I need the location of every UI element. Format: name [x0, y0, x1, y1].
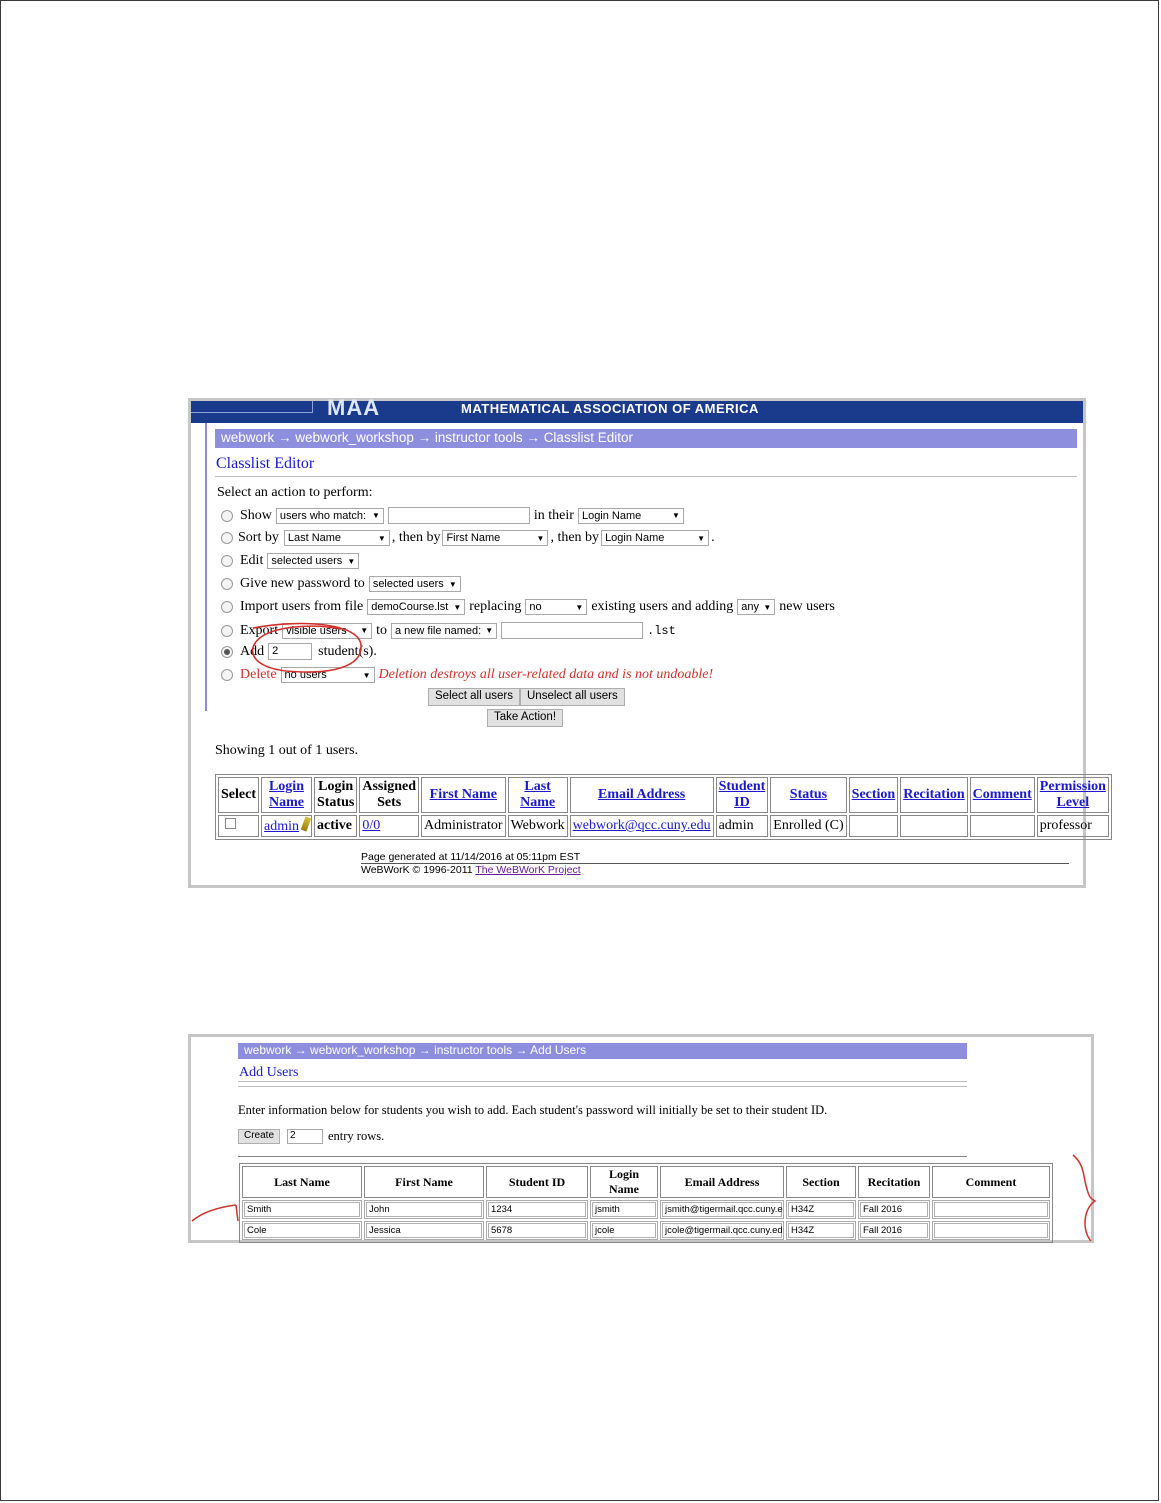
- sort-permission-link[interactable]: Permission Level: [1039, 779, 1106, 810]
- first-name-input[interactable]: Jessica: [366, 1223, 482, 1238]
- sort-second-select[interactable]: First Name ▼: [442, 530, 548, 546]
- col-login-name: Login Name: [590, 1166, 658, 1198]
- email-input[interactable]: jsmith@tigermail.qcc.cuny.e: [662, 1202, 782, 1217]
- action-add-row: [221, 643, 377, 660]
- radio-export[interactable]: [221, 625, 233, 637]
- last-name-cell: Webwork: [508, 815, 568, 837]
- first-name-input[interactable]: John: [366, 1202, 482, 1217]
- edit-select[interactable]: selected users ▼: [267, 553, 359, 569]
- login-status-cell: active: [314, 815, 357, 837]
- comment-cell: [970, 815, 1035, 837]
- section-cell: [849, 815, 899, 837]
- export-filename-input[interactable]: [501, 622, 643, 639]
- comment-input[interactable]: [934, 1202, 1048, 1217]
- radio-edit[interactable]: [221, 555, 233, 567]
- students-suffix: student(s).: [318, 643, 377, 659]
- student-id-cell: admin: [716, 815, 769, 837]
- action-show-row: [221, 507, 684, 524]
- webwork-project-link[interactable]: The WeBWorK Project: [475, 864, 581, 876]
- col-recitation[interactable]: [900, 777, 967, 813]
- col-last-name: Last Name: [242, 1166, 362, 1198]
- email-link[interactable]: webwork@qcc.cuny.edu: [572, 818, 711, 833]
- login-name-input[interactable]: jcole: [592, 1223, 656, 1238]
- table-row: [242, 1200, 1050, 1219]
- form-divider: [238, 1156, 967, 1157]
- breadcrumb-link-instructor-tools[interactable]: instructor tools: [434, 430, 523, 445]
- recitation-input[interactable]: Fall 2016: [860, 1202, 928, 1217]
- sort-end: .: [711, 530, 715, 545]
- login-link[interactable]: admin: [263, 819, 299, 834]
- col-student-id[interactable]: [716, 777, 769, 813]
- sort-status-link[interactable]: Status: [789, 787, 828, 802]
- password-select[interactable]: selected users ▼: [369, 576, 461, 592]
- maa-logo: MAA: [327, 395, 381, 420]
- student-id-input[interactable]: 5678: [488, 1223, 586, 1238]
- sort-first-select[interactable]: Last Name ▼: [284, 530, 390, 546]
- sort-recitation-link[interactable]: Recitation: [903, 787, 965, 802]
- breadcrumb-link-instructor-tools[interactable]: instructor tools: [434, 1043, 513, 1057]
- breadcrumb-link-webwork[interactable]: webwork: [221, 430, 275, 445]
- breadcrumb-link-webwork[interactable]: webwork: [244, 1043, 292, 1057]
- recitation-input[interactable]: Fall 2016: [860, 1223, 928, 1238]
- in-their-label: in their: [533, 507, 574, 523]
- section-input[interactable]: H34Z: [788, 1202, 854, 1217]
- sort-login-name-link[interactable]: Login Name: [268, 779, 304, 810]
- breadcrumb-link-course[interactable]: webwork_workshop: [295, 430, 414, 445]
- action-export-row: [221, 622, 676, 639]
- table-row: [242, 1221, 1050, 1240]
- title-divider: [215, 476, 1077, 477]
- sort-last-name-link[interactable]: Last Name: [520, 779, 556, 810]
- col-section: Section: [786, 1166, 856, 1198]
- col-recitation: Recitation: [858, 1166, 930, 1198]
- login-cell: [261, 815, 312, 837]
- login-name-input[interactable]: jsmith: [592, 1202, 656, 1217]
- delete-select[interactable]: no users ▼: [281, 667, 375, 683]
- password-label: Give new password to: [240, 576, 365, 591]
- recitation-cell: [900, 815, 967, 837]
- edit-pencil-icon[interactable]: [301, 816, 311, 831]
- status-cell: Enrolled (C): [770, 815, 846, 837]
- entry-rows-label: entry rows.: [328, 1129, 385, 1143]
- col-status[interactable]: [770, 777, 846, 813]
- table-header-row: [218, 777, 1109, 813]
- col-comment[interactable]: [970, 777, 1035, 813]
- breadcrumb: webwork → webwork_workshop → instructor tools → Add Users: [238, 1043, 967, 1059]
- classlist-editor-screenshot: [188, 395, 1106, 888]
- sets-cell: [359, 815, 419, 837]
- unselect-all-button[interactable]: Unselect all users: [520, 688, 625, 706]
- col-section[interactable]: [849, 777, 899, 813]
- replace-select[interactable]: no ▼: [525, 599, 587, 615]
- col-email: Email Address: [660, 1166, 784, 1198]
- radio-password[interactable]: [221, 578, 233, 590]
- radio-delete[interactable]: [221, 669, 233, 681]
- then-by-label: , then by: [391, 530, 441, 545]
- row-select-cell: [218, 815, 259, 837]
- col-assigned-sets: Assigned Sets: [359, 777, 419, 813]
- show-label: Show: [240, 507, 272, 523]
- table-row: [218, 815, 1109, 837]
- select-all-button[interactable]: Select all users: [428, 688, 520, 706]
- export-extension: .lst: [647, 623, 676, 638]
- col-select: Select: [218, 777, 259, 813]
- sets-link[interactable]: 0/0: [362, 818, 381, 833]
- create-button[interactable]: Create: [238, 1129, 280, 1144]
- hand-drawn-arrow-annotation: [186, 1181, 246, 1241]
- sort-label: Sort by: [238, 530, 279, 545]
- action-edit-row: [221, 553, 359, 569]
- copyright-text: WeBWorK © 1996-2011: [361, 864, 473, 876]
- title-divider-2: [238, 1086, 967, 1087]
- row-checkbox[interactable]: [225, 818, 236, 829]
- show-match-input[interactable]: [388, 507, 530, 524]
- col-student-id: Student ID: [486, 1166, 588, 1198]
- show-filter-select[interactable]: users who match: ▼: [276, 508, 384, 524]
- page-generated-text: Page generated at 11/14/2016 at 05:11pm EST: [361, 851, 581, 863]
- add-users-table: [239, 1163, 1053, 1243]
- to-label: to: [376, 622, 387, 638]
- section-input[interactable]: H34Z: [788, 1223, 854, 1238]
- action-import-row: [221, 599, 835, 615]
- then-by-label-2: , then by: [550, 530, 600, 545]
- first-name-cell: Administrator: [421, 815, 506, 837]
- action-prompt: Select an action to perform:: [217, 485, 373, 500]
- email-input[interactable]: jcole@tigermail.qcc.cuny.ed: [662, 1223, 782, 1238]
- copyright-line: [361, 864, 581, 876]
- col-first-name[interactable]: [421, 777, 506, 813]
- sort-comment-link[interactable]: Comment: [972, 787, 1032, 802]
- page-title: Add Users: [239, 1065, 299, 1080]
- permission-cell: professor: [1037, 815, 1109, 837]
- delete-label: Delete: [240, 667, 277, 682]
- add-users-screenshot: [188, 1034, 1094, 1243]
- page-title: Classlist Editor: [216, 455, 315, 472]
- student-id-input[interactable]: 1234: [488, 1202, 586, 1217]
- maa-banner: [191, 395, 1083, 423]
- radio-import[interactable]: [221, 601, 233, 613]
- col-login-name[interactable]: [261, 777, 312, 813]
- col-login-status: Login Status: [314, 777, 357, 813]
- breadcrumb-current: Classlist Editor: [543, 430, 633, 445]
- action-delete-row: [221, 667, 713, 683]
- export-label: Export: [240, 622, 279, 638]
- sort-third-select[interactable]: Login Name ▼: [601, 530, 709, 546]
- import-file-select[interactable]: demoCourse.lst ▼: [367, 599, 465, 615]
- breadcrumb-link-course[interactable]: webwork_workshop: [310, 1043, 416, 1057]
- col-permission-level[interactable]: [1037, 777, 1109, 813]
- radio-add[interactable]: [221, 646, 233, 658]
- comment-input[interactable]: [934, 1223, 1048, 1238]
- add-mode-select[interactable]: any ▼: [737, 599, 775, 615]
- last-name-input[interactable]: Smith: [244, 1202, 360, 1217]
- col-email[interactable]: [570, 777, 714, 813]
- take-action-button[interactable]: Take Action!: [487, 709, 563, 727]
- breadcrumb: webwork → webwork_workshop → instructor tools → Classlist Editor: [215, 429, 1077, 448]
- existing-label: existing users and adding: [591, 599, 734, 614]
- add-label: Add: [240, 643, 265, 659]
- sort-first-name-link[interactable]: First Name: [429, 787, 497, 802]
- add-count-input[interactable]: 2: [268, 643, 312, 660]
- import-label: Import users from file: [240, 599, 364, 614]
- col-first-name: First Name: [364, 1166, 484, 1198]
- export-select[interactable]: visible users ▼: [282, 623, 372, 639]
- col-comment: Comment: [932, 1166, 1050, 1198]
- export-target-select[interactable]: a new file named: ▼: [391, 623, 497, 639]
- delete-warning: Deletion destroys all user-related data and is not undoable!: [378, 667, 714, 682]
- last-name-input[interactable]: Cole: [244, 1223, 360, 1238]
- breadcrumb-current: Add Users: [530, 1043, 587, 1057]
- action-password-row: [221, 576, 461, 592]
- sort-section-link[interactable]: Section: [851, 787, 896, 802]
- action-sort-row: [221, 530, 715, 546]
- sort-student-id-link[interactable]: Student ID: [718, 779, 766, 810]
- left-sidebar-rule: [191, 423, 207, 711]
- new-users-label: new users: [779, 599, 835, 614]
- showing-count: Showing 1 out of 1 users.: [215, 743, 359, 758]
- replacing-label: replacing: [469, 599, 522, 614]
- entry-rows-input[interactable]: 2: [287, 1129, 323, 1144]
- title-divider: [238, 1081, 967, 1082]
- classlist-table: [215, 774, 1112, 840]
- radio-sort[interactable]: [221, 532, 233, 544]
- show-field-select[interactable]: Login Name ▼: [578, 508, 684, 524]
- col-last-name[interactable]: [508, 777, 568, 813]
- email-cell: [570, 815, 714, 837]
- banner-left-panel: [191, 401, 313, 413]
- maa-org-name: MATHEMATICAL ASSOCIATION OF AMERICA: [461, 401, 759, 416]
- sort-email-link[interactable]: Email Address: [597, 787, 686, 802]
- edit-label: Edit: [240, 553, 264, 568]
- table-header-row: [242, 1166, 1050, 1198]
- radio-show[interactable]: [221, 510, 233, 522]
- add-users-instructions: Enter information below for students you wish to add. Each student's password will initially be set to their student ID.: [238, 1103, 828, 1117]
